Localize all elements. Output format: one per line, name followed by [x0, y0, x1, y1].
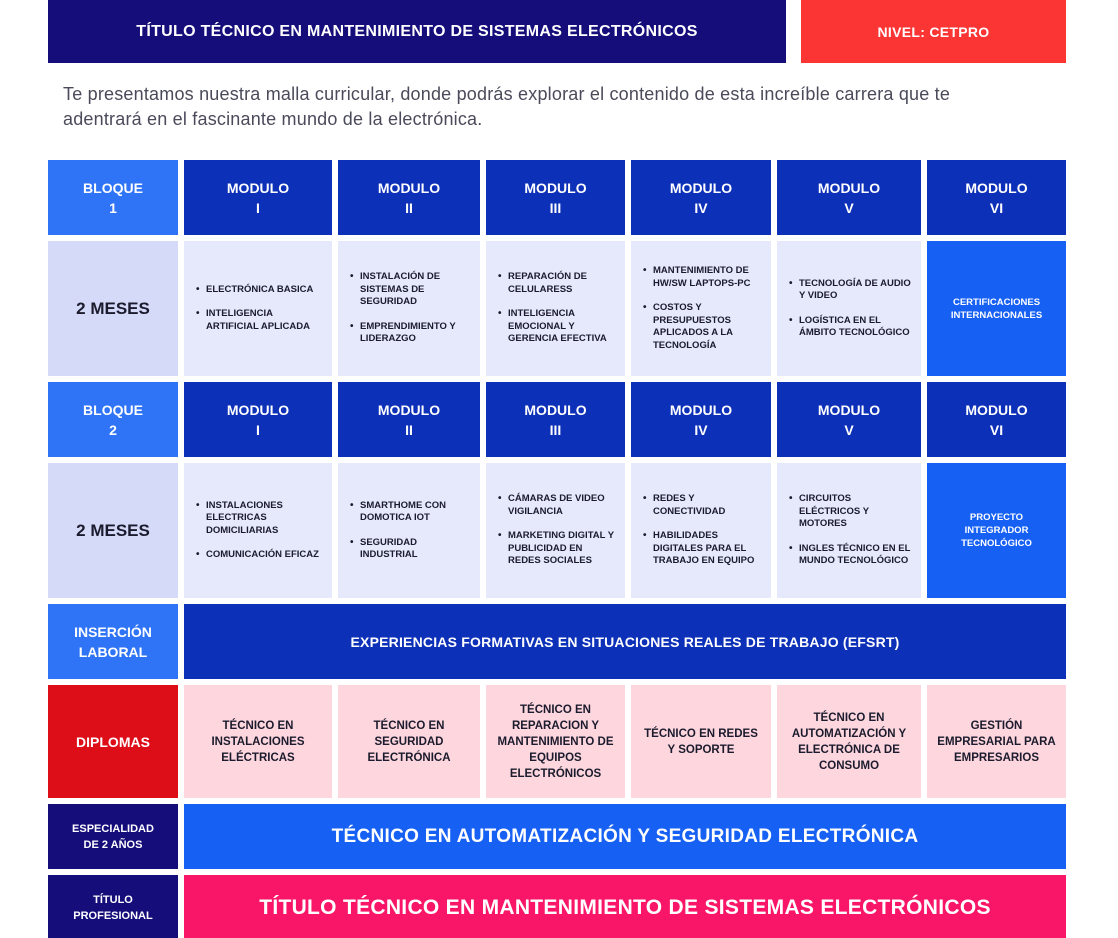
module-number: II — [405, 199, 413, 216]
diploma-item-6: GESTIÓN EMPRESARIAL PARA EMPRESARIOS — [927, 685, 1066, 798]
block-2-module-1-header — [184, 382, 332, 457]
block-2-label — [48, 382, 178, 457]
intro-text: Te presentamos nuestra malla curricular, donde podrás explorar el contenido de esta increíble carrera que te adentrará en el fascinante mundo de la electrónica. — [63, 84, 951, 129]
course-item: • INTELIGENCIA ARTIFICIAL APLICADA — [206, 308, 324, 333]
block-1-label — [48, 160, 178, 235]
level-badge: NIVEL: CETPRO — [801, 0, 1066, 63]
block-1-duration: 2 MESES — [48, 241, 178, 376]
module-number: I — [256, 421, 260, 438]
course-list — [653, 493, 763, 568]
block-2-module-3-header — [486, 382, 625, 457]
block-label-word: BLOQUE — [83, 401, 143, 418]
module-number: V — [844, 199, 854, 216]
course-item: • SMARTHOME CON DOMOTICA IOT — [360, 500, 472, 525]
block-2-module-4-header — [631, 382, 771, 457]
course-item: • REPARACIÓN DE CELULARESS — [508, 271, 617, 296]
module-number: IV — [694, 421, 708, 438]
course-list — [206, 500, 324, 562]
course-item: • ELECTRÓNICA BASICA — [206, 284, 324, 297]
module-word: MODULO — [226, 401, 290, 418]
header-title: TÍTULO TÉCNICO EN MANTENIMIENTO DE SISTEMAS ELECTRÓNICOS — [48, 0, 786, 63]
course-item: • INSTALACIONES ELECTRICAS DOMICILIARIAS — [206, 500, 324, 538]
course-list — [653, 265, 763, 352]
block-label-number: 2 — [109, 421, 117, 438]
course-list — [508, 493, 617, 568]
block-1-module-5-header — [777, 160, 921, 235]
course-list — [206, 284, 324, 334]
module-word: MODULO — [669, 179, 733, 196]
module-number: I — [256, 199, 260, 216]
professional-title-label-line-2: PROFESIONAL — [73, 909, 153, 922]
module-word: MODULO — [817, 401, 881, 418]
specialty-value: TÉCNICO EN AUTOMATIZACIÓN Y SEGURIDAD ELECTRÓNICA — [184, 804, 1066, 869]
block-2-module-2-header — [338, 382, 480, 457]
block-2-module-3-courses — [486, 463, 625, 598]
module-number: III — [549, 421, 562, 438]
block-1-module-2-courses — [338, 241, 480, 376]
diploma-item-3: TÉCNICO EN REPARACION Y MANTENIMIENTO DE EQUIPOS ELECTRÓNICOS — [486, 685, 625, 798]
block-label-word: BLOQUE — [83, 179, 143, 196]
diploma-item-4: TÉCNICO EN REDES Y SOPORTE — [631, 685, 771, 798]
module-number: VI — [989, 199, 1004, 216]
course-item: • REDES Y CONECTIVIDAD — [653, 493, 763, 518]
module-number: VI — [989, 421, 1004, 438]
specialty-label — [48, 804, 178, 869]
course-list — [360, 500, 472, 562]
module-word: MODULO — [524, 179, 587, 196]
insertion-value: EXPERIENCIAS FORMATIVAS EN SITUACIONES REALES DE TRABAJO (EFSRT) — [184, 604, 1066, 679]
insertion-label-line-1: INSERCIÓN — [74, 623, 152, 640]
block-1-module-1-courses — [184, 241, 332, 376]
course-item: • COMUNICACIÓN EFICAZ — [206, 549, 324, 562]
block-label-number: 1 — [109, 199, 117, 216]
course-item: • COSTOS Y PRESUPUESTOS APLICADOS A LA TECNOLOGÍA — [653, 302, 763, 352]
block-2-module-1-courses — [184, 463, 332, 598]
insertion-label — [48, 604, 178, 679]
course-item: • INGLES TÉCNICO EN EL MUNDO TECNOLÓGICO — [799, 543, 913, 568]
module-word: MODULO — [524, 401, 587, 418]
block-1-module-4-courses — [631, 241, 771, 376]
insertion-label-line-2: LABORAL — [78, 643, 148, 660]
course-item: • INTELIGENCIA EMOCIONAL Y GERENCIA EFECTIVA — [508, 308, 617, 346]
course-item: • HABILIDADES DIGITALES PARA EL TRABAJO EN EQUIPO — [653, 530, 763, 568]
professional-title-value: TÍTULO TÉCNICO EN MANTENIMIENTO DE SISTEMAS ELECTRÓNICOS — [184, 875, 1066, 938]
course-item: • INSTALACIÓN DE SISTEMAS DE SEGURIDAD — [360, 271, 472, 309]
diploma-item-2: TÉCNICO EN SEGURIDAD ELECTRÓNICA — [338, 685, 480, 798]
block-1-module-5-courses — [777, 241, 921, 376]
course-item: • SEGURIDAD INDUSTRIAL — [360, 537, 472, 562]
block-2-module-6-header — [927, 382, 1066, 457]
specialty-label-line-2: DE 2 AÑOS — [83, 838, 143, 851]
course-item: • EMPRENDIMIENTO Y LIDERAZGO — [360, 321, 472, 346]
module-number: II — [405, 421, 413, 438]
block-1-module-2-header — [338, 160, 480, 235]
course-item: • CÁMARAS DE VIDEO VIGILANCIA — [508, 493, 617, 518]
curriculum-grid — [48, 160, 1066, 938]
block-2-duration: 2 MESES — [48, 463, 178, 598]
block-1-module-6-special: CERTIFICACIONES INTERNACIONALES — [927, 241, 1066, 376]
module-word: MODULO — [377, 401, 441, 418]
professional-title-label-line-1: TÍTULO — [93, 893, 133, 906]
course-item: • MANTENIMIENTO DE HW/SW LAPTOPS-PC — [653, 265, 763, 290]
course-item: • LOGÍSTICA EN EL ÁMBITO TECNOLÓGICO — [799, 315, 913, 340]
course-item: • MARKETING DIGITAL Y PUBLICIDAD EN REDES SOCIALES — [508, 530, 617, 568]
block-2-module-2-courses — [338, 463, 480, 598]
module-word: MODULO — [817, 179, 881, 196]
course-list — [799, 278, 913, 340]
block-1-module-3-courses — [486, 241, 625, 376]
block-2-module-4-courses — [631, 463, 771, 598]
block-1-module-6-header — [927, 160, 1066, 235]
block-2-module-5-courses — [777, 463, 921, 598]
block-1-module-3-header — [486, 160, 625, 235]
diploma-item-1: TÉCNICO EN INSTALACIONES ELÉCTRICAS — [184, 685, 332, 798]
diploma-item-5: TÉCNICO EN AUTOMATIZACIÓN Y ELECTRÓNICA DE CONSUMO — [777, 685, 921, 798]
module-number: IV — [694, 199, 708, 216]
module-number: III — [549, 199, 562, 216]
module-word: MODULO — [377, 179, 441, 196]
course-item: • TECNOLOGÍA DE AUDIO Y VIDEO — [799, 278, 913, 303]
course-list — [799, 493, 913, 568]
module-number: V — [844, 421, 854, 438]
module-word: MODULO — [965, 179, 1028, 196]
module-word: MODULO — [965, 401, 1028, 418]
block-2-module-5-header — [777, 382, 921, 457]
course-list — [508, 271, 617, 346]
block-2-module-6-special: PROYECTO INTEGRADOR TECNOLÓGICO — [927, 463, 1066, 598]
professional-title-label — [48, 875, 178, 938]
module-word: MODULO — [669, 401, 733, 418]
module-word: MODULO — [226, 179, 290, 196]
course-item: • CIRCUITOS ELÉCTRICOS Y MOTORES — [799, 493, 913, 531]
block-1-module-4-header — [631, 160, 771, 235]
diplomas-label: DIPLOMAS — [48, 685, 178, 798]
course-list — [360, 271, 472, 346]
specialty-label-line-1: ESPECIALIDAD — [72, 822, 154, 835]
block-1-module-1-header — [184, 160, 332, 235]
